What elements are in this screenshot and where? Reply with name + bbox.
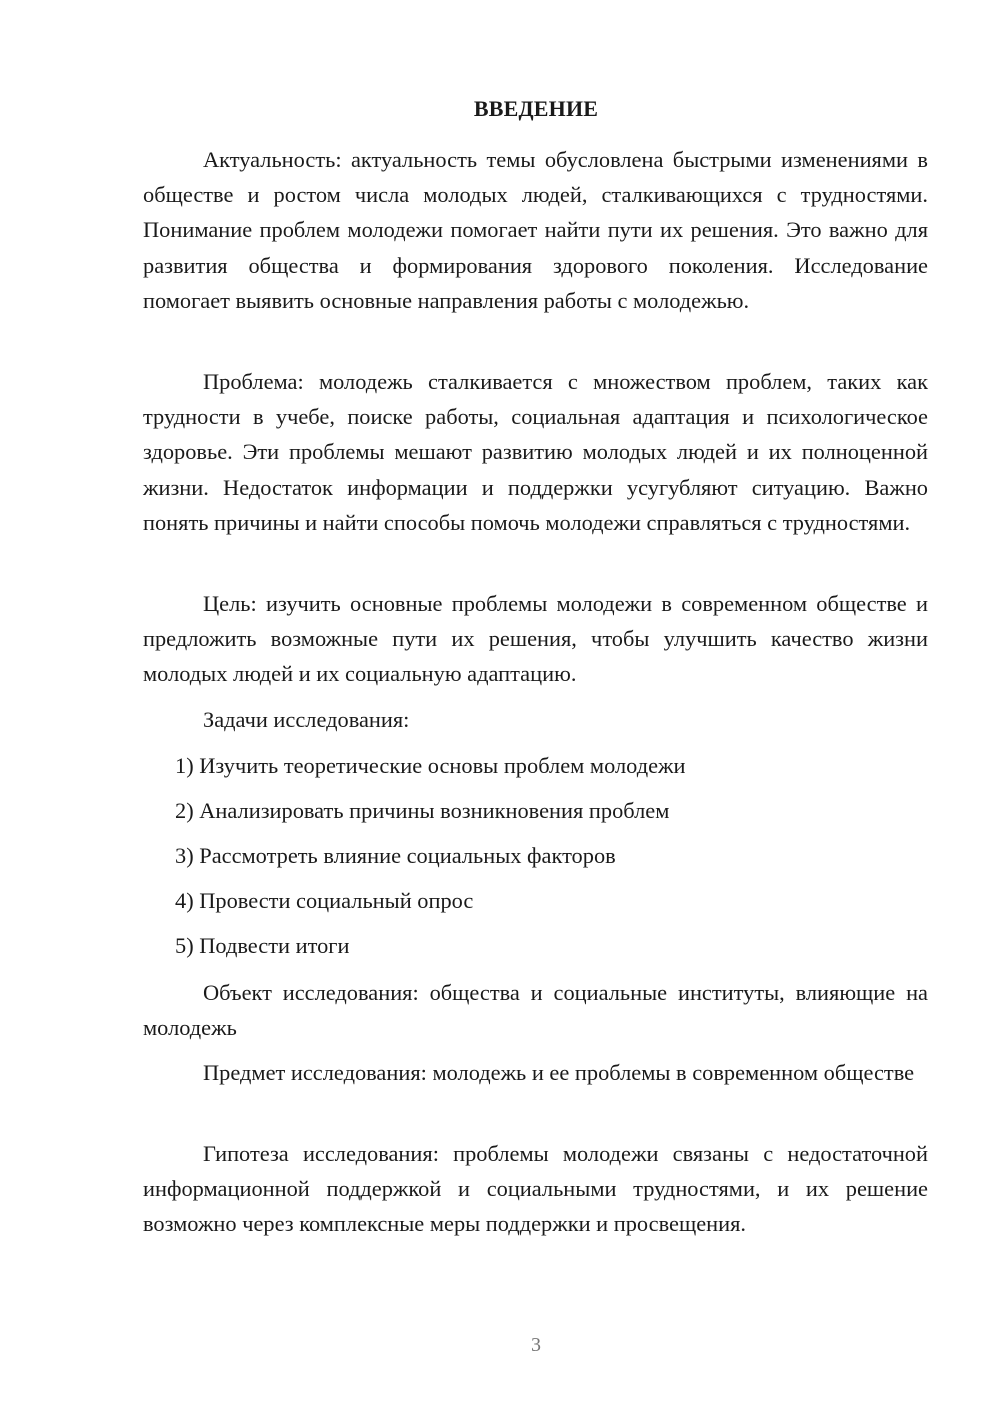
section-heading: ВВЕДЕНИЕ — [473, 96, 599, 121]
paragraph-problem-text: Проблема: молодежь сталкивается с множеством проблем, таких как трудности в учебе, поиске работы, социальная адаптация и психологическое здоровье. Эти проблемы мешают развитию молодых людей и их полноценной жизни. Недостаток информации и поддержки усугубляют ситуацию. Важно понять причины и найти способы помочь молодежи справляться с трудностями. — [143, 369, 928, 535]
paragraph-problem — [143, 364, 928, 540]
paragraph-goal — [143, 586, 928, 692]
paragraph-object-text: Объект исследования: общества и социальные институты, влияющие на молодежь — [143, 980, 928, 1041]
task-item-4: 4) Провести социальный опрос — [175, 888, 474, 913]
task-item-1: 1) Изучить теоретические основы проблем молодежи — [175, 753, 686, 778]
tasks-heading-text: Задачи исследования: — [203, 707, 410, 732]
paragraph-goal-text: Цель: изучить основные проблемы молодежи в современном обществе и предложить возможные пути их решения, чтобы улучшить качество жизни молодых людей и их социальную адаптацию. — [143, 591, 928, 687]
paragraph-hypothesis — [143, 1136, 928, 1242]
tasks-heading — [143, 702, 928, 737]
paragraph-relevance-text: Актуальность: актуальность темы обусловлена быстрыми изменениями в обществе и ростом числа молодых людей, сталкивающихся с трудностями. Понимание проблем молодежи помогает найти пути их решения. Это важно для развития общества и формирования здорового поколения. Исследование помогает выявить основные направления работы с молодежью. — [143, 147, 928, 313]
paragraph-relevance — [143, 142, 928, 318]
paragraph-subject-text: Предмет исследования: молодежь и ее проблемы в современном обществе — [203, 1060, 915, 1085]
paragraph-subject — [143, 1055, 928, 1090]
paragraph-object — [143, 975, 928, 1045]
page-number: 3 — [531, 1334, 541, 1356]
paragraph-hypothesis-text: Гипотеза исследования: проблемы молодежи связаны с недостаточной информационной поддержкой и социальными трудностями, и их решение возможно через комплексные меры поддержки и просвещения. — [143, 1141, 928, 1237]
task-item-2: 2) Анализировать причины возникновения проблем — [175, 798, 670, 823]
task-item-3: 3) Рассмотреть влияние социальных факторов — [175, 843, 616, 868]
task-item-5: 5) Подвести итоги — [175, 933, 350, 958]
